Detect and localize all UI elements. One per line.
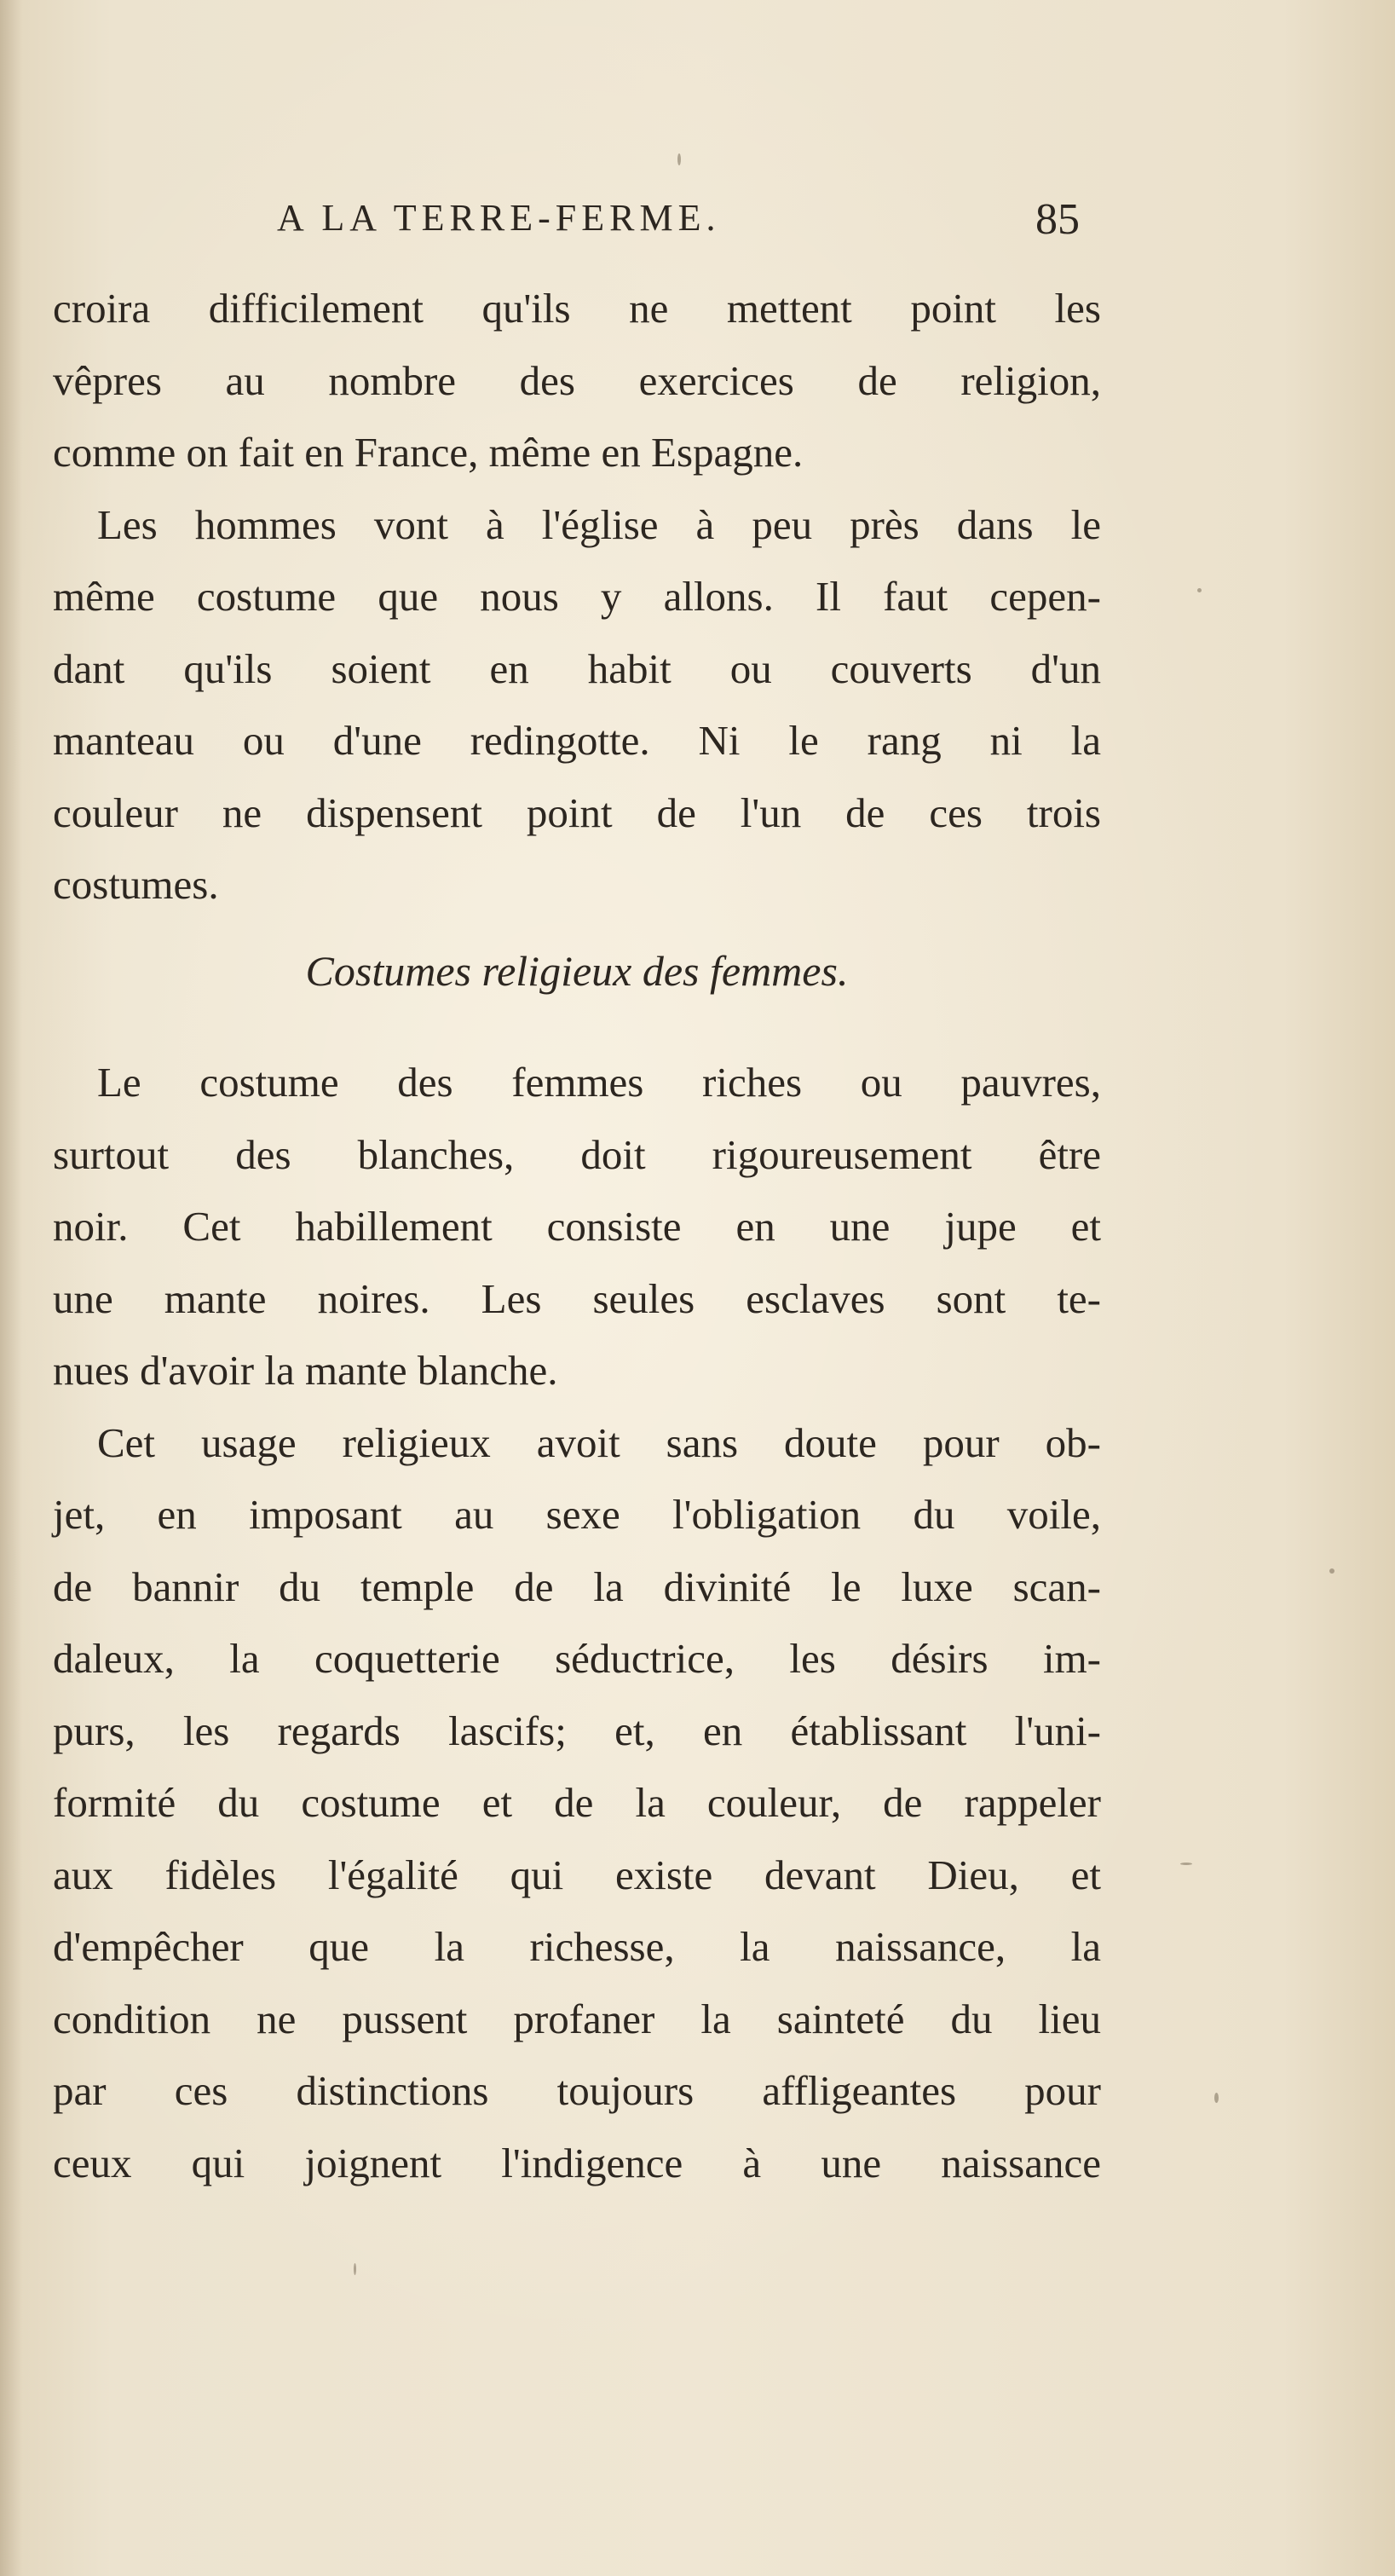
text-line: même costume que nous y allons. Il faut cepen- xyxy=(53,573,1101,620)
text-line: croira difficilement qu'ils ne mettent point les xyxy=(53,285,1101,332)
section-heading: Costumes religieux des femmes. xyxy=(305,947,849,995)
text-line: nues d'avoir la mante blanche. xyxy=(53,1347,558,1394)
text-line: jet, en imposant au sexe l'obligation du voile, xyxy=(53,1491,1101,1538)
paper-speck xyxy=(1214,2093,1219,2103)
text-line: vêpres au nombre des exercices de religion, xyxy=(53,356,1101,404)
text-line: ceux qui joignent l'indigence à une naissance xyxy=(53,2139,1101,2186)
text-line: purs, les regards lascifs; et, en établissant l'uni- xyxy=(53,1707,1101,1754)
body-text-top xyxy=(53,273,1101,921)
text-line: d'empêcher que la richesse, la naissance, la xyxy=(53,1923,1101,1970)
page-number: 85 xyxy=(1035,195,1080,244)
text-line: formité du costume et de la couleur, de rappeler xyxy=(53,1779,1101,1826)
text-line: Le costume des femmes riches ou pauvres, xyxy=(97,1059,1101,1106)
body-text-bottom xyxy=(53,1047,1101,2199)
text-line: manteau ou d'une redingotte. Ni le rang ni la xyxy=(53,717,1101,764)
text-line: condition ne pussent profaner la sainteté du lieu xyxy=(53,1995,1101,2042)
page-gutter-shadow xyxy=(0,0,22,2576)
text-line: noir. Cet habillement consiste en une jupe et xyxy=(53,1203,1101,1250)
text-line: une mante noires. Les seules esclaves sont te- xyxy=(53,1274,1101,1322)
text-line: Les hommes vont à l'église à peu près dans le xyxy=(97,500,1101,548)
text-line: costumes. xyxy=(53,861,219,908)
text-line: daleux, la coquetterie séductrice, les désirs im- xyxy=(53,1635,1101,1682)
text-line: dant qu'ils soient en habit ou couverts d'un xyxy=(53,644,1101,692)
paper-speck xyxy=(1329,1568,1334,1574)
text-line: couleur ne dispensent point de l'un de ces trois xyxy=(53,788,1101,836)
text-line: par ces distinctions toujours affligeantes pour xyxy=(53,2067,1101,2114)
paper-speck xyxy=(677,153,681,165)
text-line: comme on fait en France, même en Espagne. xyxy=(53,429,804,476)
text-line: Cet usage religieux avoit sans doute pour ob- xyxy=(97,1418,1101,1466)
text-line: aux fidèles l'égalité qui existe devant Dieu, et xyxy=(53,1851,1101,1898)
paper-speck xyxy=(1180,1863,1192,1865)
text-line: de bannir du temple de la divinité le luxe scan- xyxy=(53,1562,1101,1610)
paper-speck xyxy=(354,2263,356,2275)
paper-speck xyxy=(1197,588,1202,592)
running-title: A LA TERRE-FERME. xyxy=(277,197,721,239)
text-line: surtout des blanches, doit rigoureusement être xyxy=(53,1130,1101,1178)
